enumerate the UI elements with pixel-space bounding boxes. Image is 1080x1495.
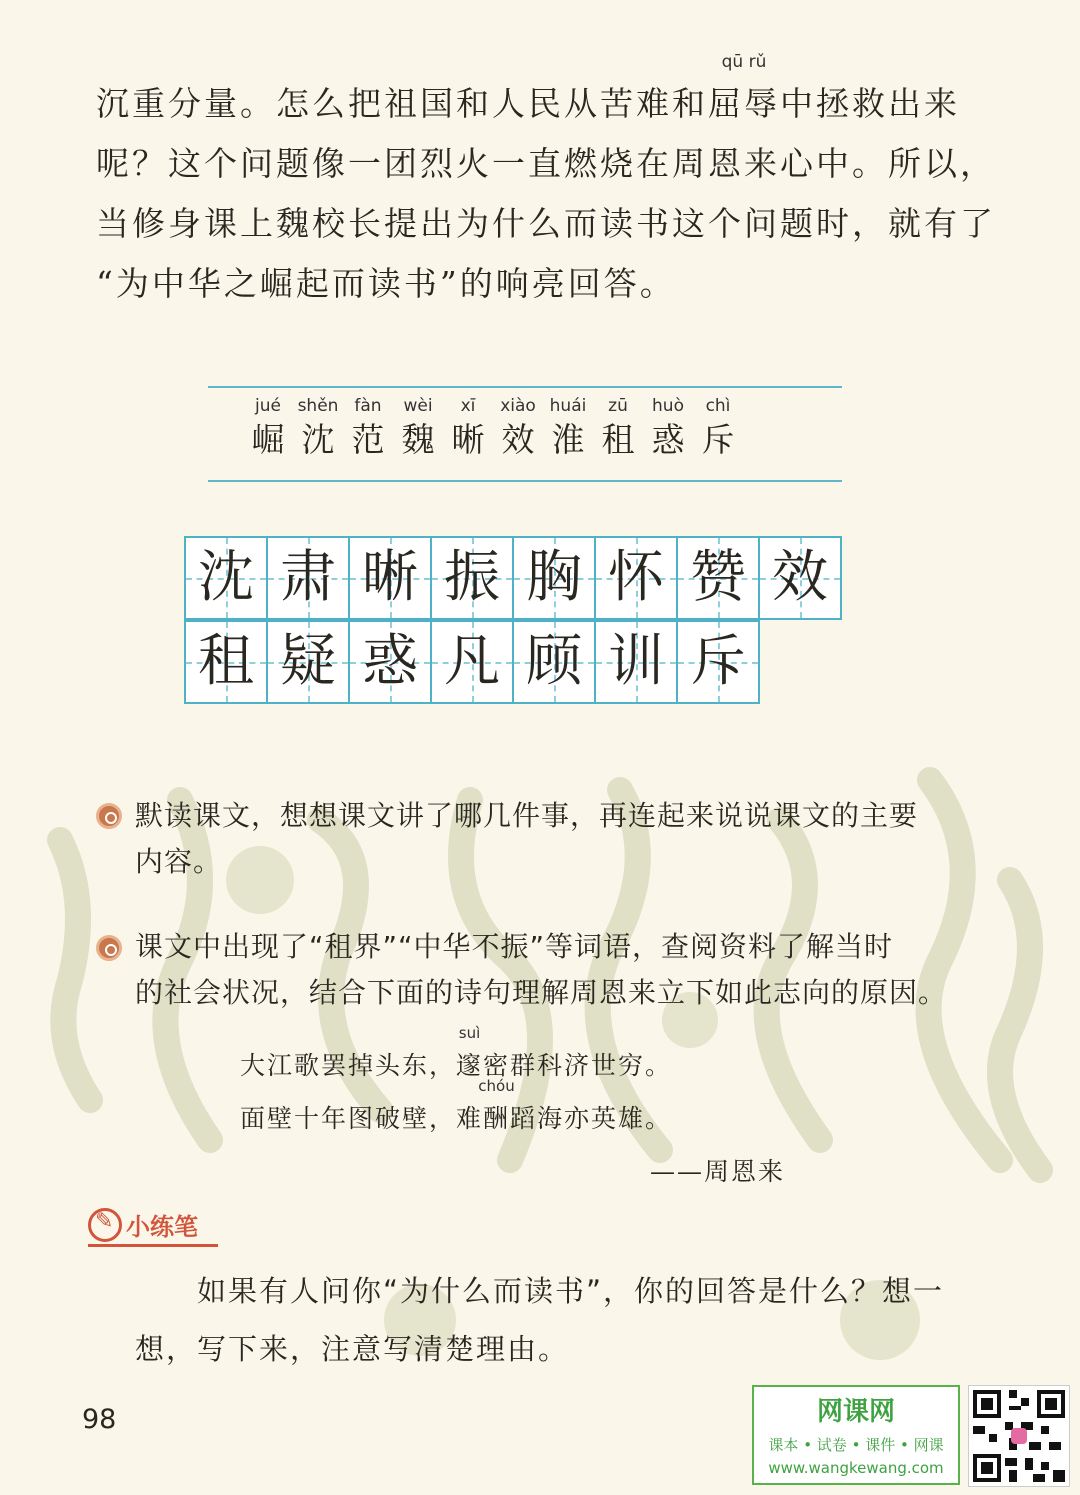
watermark-tags: 课本 • 试卷 • 课件 • 网课	[768, 1436, 944, 1454]
vocab-pinyin: zū	[608, 396, 628, 416]
paragraph-text: 沉重分量。怎么把祖国和人民从苦难和	[96, 84, 708, 123]
poem-author: ——周恩来	[650, 1157, 786, 1186]
ruby-base: 酬	[483, 1104, 511, 1133]
grid-character: 惑	[362, 629, 418, 694]
pinyin-annotation: qū rǔ	[721, 52, 767, 72]
practice-line-1: 如果有人问你“为什么而读书”，你的回答是什么？想一	[197, 1274, 945, 1308]
watermark-url: www.wangkewang.com	[768, 1459, 944, 1477]
grid-character: 沈	[198, 545, 254, 610]
vocab-pinyin: chì	[705, 396, 731, 416]
vocab-item	[550, 396, 586, 462]
grid-character: 胸	[526, 545, 582, 610]
question-1-line-1: 默读课文，想想课文讲了哪几件事，再连起来说说课文的主要	[135, 799, 919, 832]
vocab-item	[650, 396, 686, 462]
poem-text: 面壁十年图破壁，难	[240, 1104, 484, 1133]
grid-character: 凡	[444, 629, 500, 694]
question-1-line-2: 内容。	[135, 845, 223, 878]
writing-grid-cell	[594, 536, 678, 620]
paragraph-text: 中拯救出来	[780, 84, 960, 123]
practice-underline	[88, 1244, 218, 1247]
practice-text	[135, 1262, 965, 1378]
vocab-pinyin: huò	[652, 396, 684, 416]
grid-character: 肃	[280, 545, 336, 610]
writing-grid-cell	[512, 620, 596, 704]
writing-grid-cell	[266, 620, 350, 704]
writing-grid-row-2	[186, 622, 842, 704]
writing-grid-cell	[676, 536, 760, 620]
vocab-pinyin: xiào	[500, 396, 536, 416]
grid-character: 顾	[526, 629, 582, 694]
page-number: 98	[82, 1404, 117, 1435]
vocab-item	[250, 396, 286, 462]
poem-text: 蹈海亦英雄。	[510, 1104, 673, 1133]
writing-grid-cell	[430, 536, 514, 620]
ruby-base: 屈辱	[708, 84, 780, 123]
vocab-character: 惑	[651, 420, 685, 459]
writing-grid-row-1	[186, 538, 842, 620]
poem-line-2	[240, 1077, 673, 1135]
pen-icon	[88, 1208, 122, 1242]
writing-grid	[186, 538, 842, 704]
ruby-base: 邃	[456, 1051, 484, 1080]
vocab-item	[400, 396, 436, 462]
question-2-line-2: 的社会状况，结合下面的诗句理解周恩来立下如此志向的原因。	[135, 976, 948, 1009]
paragraph-line-1	[96, 52, 966, 125]
vocab-character: 魏	[401, 420, 435, 459]
vocab-character: 崛	[251, 420, 285, 459]
vocab-character: 晰	[451, 420, 485, 459]
practice-line-2: 想，写下来，注意写清楚理由。	[135, 1332, 570, 1366]
writing-grid-cell	[266, 536, 350, 620]
pinyin-annotation: chóu	[478, 1077, 515, 1095]
writing-grid-cell	[348, 536, 432, 620]
question-bullet-icon	[96, 935, 122, 961]
practice-header	[88, 1207, 198, 1242]
writing-grid-cell	[512, 536, 596, 620]
ruby-annotation	[708, 52, 780, 125]
vocab-pinyin: shěn	[297, 396, 339, 416]
vocab-item	[700, 396, 736, 462]
vocab-pinyin: huái	[549, 396, 587, 416]
vocab-item	[350, 396, 386, 462]
vocab-character: 斥	[701, 420, 735, 459]
ruby-annotation	[478, 1077, 515, 1135]
grid-character: 效	[772, 545, 828, 610]
writing-grid-cell	[430, 620, 514, 704]
writing-grid-cell	[184, 620, 268, 704]
vocab-character: 淮	[551, 420, 585, 459]
question-bullet-icon	[96, 803, 122, 829]
writing-grid-cell	[184, 536, 268, 620]
question-1	[135, 793, 965, 885]
writing-grid-cell	[758, 536, 842, 620]
grid-character: 训	[608, 629, 664, 694]
vocab-character: 效	[501, 420, 535, 459]
grid-character: 疑	[280, 629, 336, 694]
vocab-item	[450, 396, 486, 462]
paragraph-line-2: 呢？这个问题像一团烈火一直燃烧在周恩来心中。所以，	[96, 144, 996, 183]
practice-label: 小练笔	[126, 1213, 198, 1241]
poem-line-1	[240, 1024, 673, 1082]
vocab-item	[600, 396, 636, 462]
paragraph-line-4: “为中华之崛起而读书”的响亮回答。	[96, 264, 676, 303]
vocab-character: 范	[351, 420, 385, 459]
poem-text: 密群科济世穷。	[483, 1051, 673, 1080]
vocab-item	[297, 396, 339, 462]
vocab-character: 沈	[301, 420, 335, 459]
grid-character: 赞	[690, 545, 746, 610]
qr-code-icon	[968, 1385, 1070, 1487]
grid-character: 振	[444, 545, 500, 610]
watermark-title: 网课网	[816, 1397, 895, 1427]
vocab-item	[500, 396, 536, 462]
grid-character: 晰	[362, 545, 418, 610]
writing-grid-cell	[594, 620, 678, 704]
question-2	[135, 924, 965, 1016]
writing-grid-cell	[348, 620, 432, 704]
writing-grid-cell	[676, 620, 760, 704]
vocab-pinyin: xī	[460, 396, 476, 416]
paragraph-line-3: 当修身课上魏校长提出为什么而读书这个问题时，就有了	[96, 204, 996, 243]
vocab-top-rule	[208, 386, 842, 388]
question-2-line-1: 课文中出现了“租界”“中华不振”等词语，查阅资料了解当时	[135, 930, 894, 963]
grid-character: 怀	[608, 545, 664, 610]
vocab-bottom-rule	[208, 480, 842, 482]
poem-text: 大江歌罢掉头东，	[240, 1051, 457, 1080]
vocab-pinyin: jué	[255, 396, 281, 416]
vocab-pinyin: wèi	[403, 396, 433, 416]
vocab-list	[250, 396, 736, 462]
pinyin-annotation: suì	[458, 1024, 481, 1042]
grid-character: 斥	[690, 629, 746, 694]
vocab-character: 租	[601, 420, 635, 459]
watermark-badge	[752, 1385, 960, 1485]
vocab-pinyin: fàn	[354, 396, 382, 416]
grid-character: 租	[198, 629, 254, 694]
